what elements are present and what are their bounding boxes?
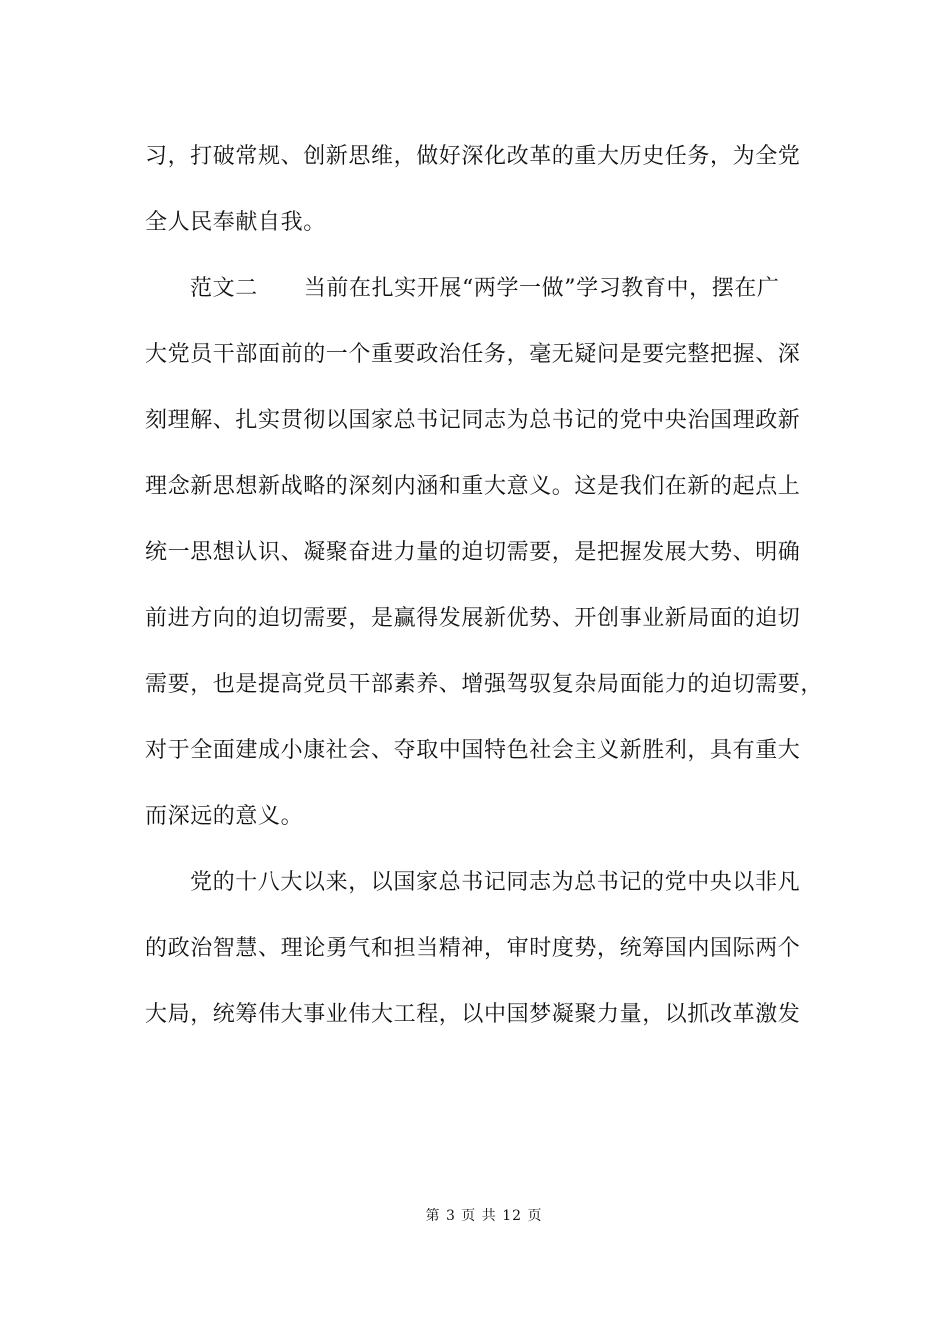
- text-line: 统一思想认识、凝聚奋进力量的迫切需要，是把握发展大势、明确: [145, 540, 801, 565]
- section-label: 范文二: [190, 276, 258, 301]
- text-line: 理念新思想新战略的深刻内涵和重大意义。这是我们在新的起点上: [145, 474, 801, 499]
- text-line: 刻理解、扎实贯彻以国家总书记同志为总书记的党中央治国理政新: [145, 408, 801, 433]
- page-footer: 第 3 页 共 12 页: [425, 1208, 543, 1224]
- text-line: 当前在扎实开展“两学一做”学习教育中，摆在广: [303, 276, 780, 301]
- text-line: 的政治智慧、理论勇气和担当精神，审时度势，统筹国内国际两个: [145, 936, 801, 961]
- text-line: 大党员干部面前的一个重要政治任务，毫无疑问是要完整把握、深: [145, 342, 801, 367]
- text-line: 习，打破常规、创新思维，做好深化改革的重大历史任务，为全党: [145, 144, 801, 169]
- text-line: 对于全面建成小康社会、夺取中国特色社会主义新胜利，具有重大: [145, 738, 801, 763]
- section-heading-line: [190, 274, 870, 304]
- text-line: 全人民奉献自我。: [145, 210, 326, 235]
- text-line: 大局，统筹伟大事业伟大工程，以中国梦凝聚力量，以抓改革激发: [145, 1002, 801, 1027]
- text-line: 党的十八大以来，以国家总书记同志为总书记的党中央以非凡: [190, 870, 801, 895]
- text-line: 前进方向的迫切需要，是赢得发展新优势、开创事业新局面的迫切: [145, 606, 801, 631]
- text-line: 而深远的意义。: [145, 804, 304, 829]
- text-line: 需要，也是提高党员干部素养、增强驾驭复杂局面能力的迫切需要，: [145, 672, 824, 697]
